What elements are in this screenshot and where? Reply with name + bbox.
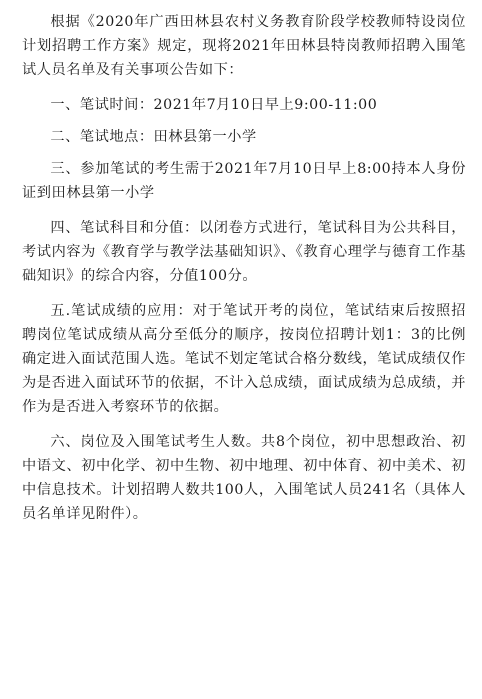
exam-subject-item: 四、笔试科目和分值：以闭卷方式进行，笔试科目为公共科目，考试内容为《教育学与教学法基础知识》、《教育心理学与德育工作基础知识》的综合内容，分值100分。 bbox=[22, 220, 466, 284]
exam-time-item: 一、笔试时间：2021年7月10日早上9:00-11:00 bbox=[50, 97, 378, 113]
check-in-item: 三、参加笔试的考生需于2021年7月10日早上8:00持本人身份证到田林县第一小学 bbox=[22, 161, 466, 201]
positions-item: 六、岗位及入围笔试考生人数。共8个岗位，初中思想政治、初中语文、初中化学、初中生物、初中地理、初中体育、初中美术、初中信息技术。计划招聘人数共100人，入围笔试人员241名（具体人员名单详见附件）。 bbox=[22, 434, 466, 522]
score-usage-item: 五.笔试成绩的应用：对于笔试开考的岗位，笔试结束后按照招聘岗位笔试成绩从高分至低分的顺序，按岗位招聘计划1：3的比例确定进入面试范围人选。笔试不划定笔试合格分数线，笔试成绩仅作为是否进入面试环节的依据，不计入总成绩，面试成绩为总成绩，并作为是否进入考察环节的依据。 bbox=[22, 303, 466, 415]
intro-paragraph: 根据《2020年广西田林县农村义务教育阶段学校教师特设岗位计划招聘工作方案》规定，现将2021年田林县特岗教师招聘入围笔试人员名单及有关事项公告如下： bbox=[22, 14, 466, 78]
exam-location-item: 二、笔试地点：田林县第一小学 bbox=[50, 129, 257, 145]
